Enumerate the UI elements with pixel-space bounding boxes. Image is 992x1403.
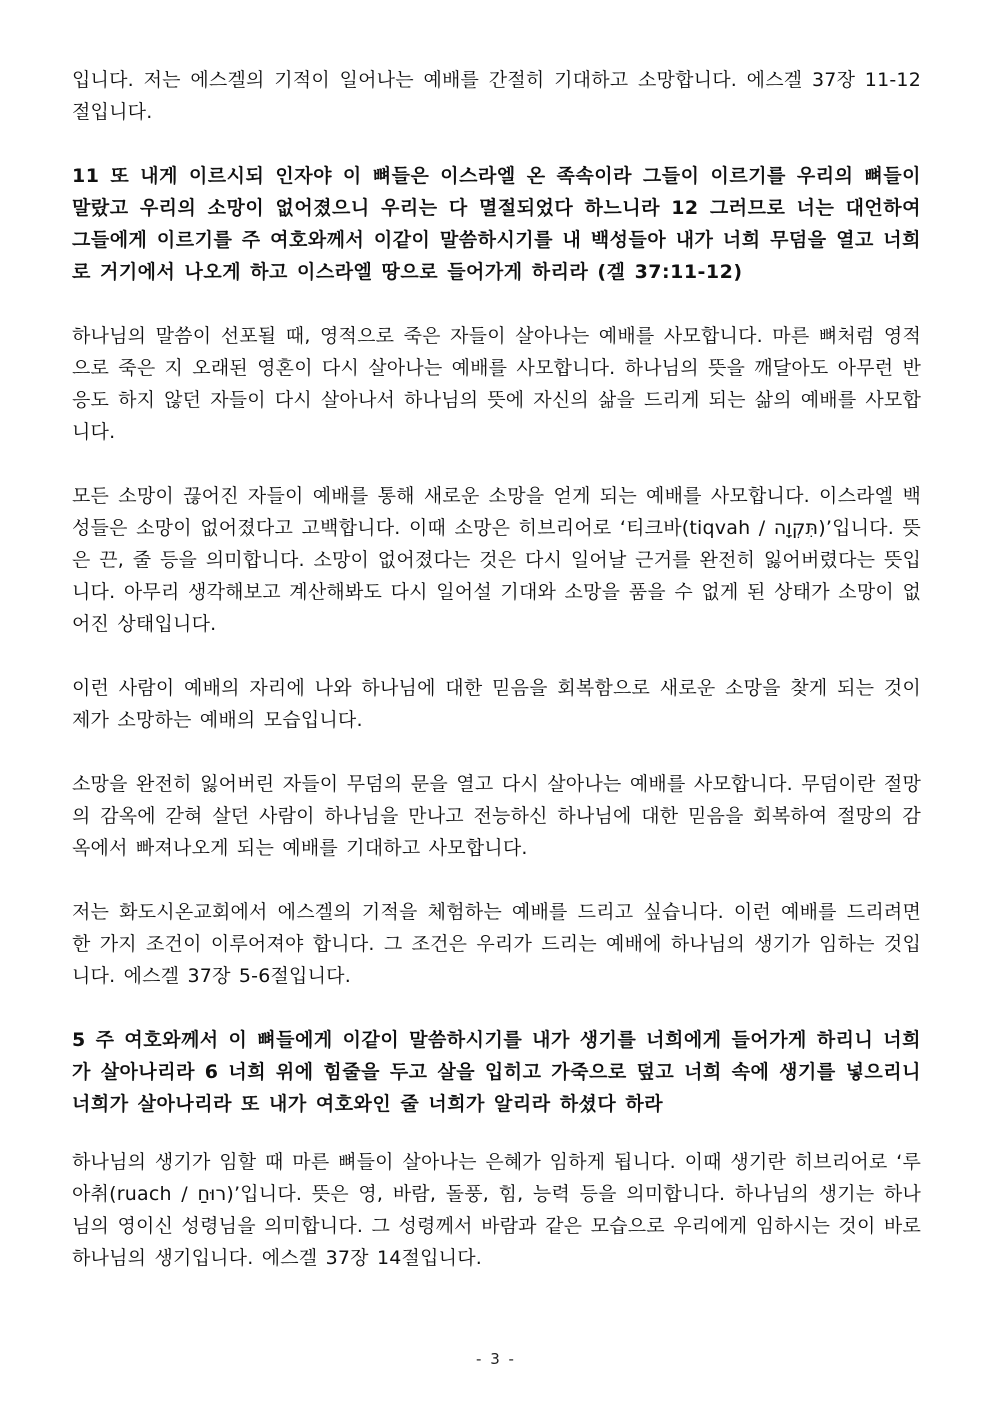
paragraph-church-worship: 저는 화도시온교회에서 에스겔의 기적을 체험하는 예배를 드리고 싶습니다. 이런 예배를 드리려면 한 가지 조건이 이루어져야 합니다. 그 조건은 우리가 드리는 예배에 하나님의 생기가 임하는 것입니다. 에스겔 37장 5-6절입니다.: [72, 901, 921, 987]
page-number: - 3 -: [476, 1350, 516, 1368]
paragraph-grave-opened: 소망을 완전히 잃어버린 자들이 무덤의 문을 열고 다시 살아나는 예배를 사모합니다. 무덤이란 절망의 감옥에 갇혀 살던 사람이 하나님을 만나고 전능하신 하나님에 대한 믿음을 회복하여 절망의 감옥에서 빠져나오게 되는 예배를 기대하고 사모합니다.: [72, 773, 921, 859]
scripture-ezekiel-37-11-12: 11 또 내게 이르시되 인자야 이 뼈들은 이스라엘 온 족속이라 그들이 이르기를 우리의 뼈들이 말랐고 우리의 소망이 없어졌으니 우리는 다 멸절되었다 하느니라 12 그러므로 너는 대언하여 그들에게 이르기를 주 여호와께서 이같이 말씀하시기를 내 백성들아 내가 너희 무덤을 열고 너희로 거기에서 나오게 하고 이스라엘 땅으로 들어가게 하리라 (겔 37:11-12): [72, 165, 921, 283]
scripture-ezekiel-37-5-6: 5 주 여호와께서 이 뼈들에게 이같이 말씀하시기를 내가 생기를 너희에게 들어가게 하리니 너희가 살아나리라 6 너희 위에 힘줄을 두고 살을 입히고 가죽으로 덮고 너희 속에 생기를 넣으리니 너희가 살아나리라 또 내가 여호와인 줄 너희가 알리라 하셨다 하라: [72, 1029, 921, 1115]
page-body: [72, 64, 921, 1306]
paragraph-intro: 입니다. 저는 에스겔의 기적이 일어나는 예배를 간절히 기대하고 소망합니다. 에스겔 37장 11-12절입니다.: [72, 69, 921, 123]
paragraph-ruach: 하나님의 생기가 임할 때 마른 뼈들이 살아나는 은혜가 임하게 됩니다. 이때 생기란 히브리어로 ‘루아취(ruach / רוּחַ)’입니다. 뜻은 영, 바람, 돌풍, 힘, 능력 등을 의미합니다. 하나님의 생기는 하나님의 영이신 성령님을 의미합니다. 그 성령께서 바람과 같은 모습으로 우리에게 임하시는 것이 바로 하나님의 생기입니다. 에스겔 37장 14절입니다.: [72, 1151, 921, 1269]
paragraph-restored-faith: 이런 사람이 예배의 자리에 나와 하나님에 대한 믿음을 회복함으로 새로운 소망을 찾게 되는 것이 제가 소망하는 예배의 모습입니다.: [72, 677, 921, 731]
paragraph-worship-revival: 하나님의 말씀이 선포될 때, 영적으로 죽은 자들이 살아나는 예배를 사모합니다. 마른 뼈처럼 영적으로 죽은 지 오래된 영혼이 다시 살아나는 예배를 사모합니다. 하나님의 뜻을 깨달아도 아무런 반응도 하지 않던 자들이 다시 살아나서 하나님의 뜻에 자신의 삶을 드리게 되는 삶의 예배를 사모합니다.: [72, 325, 921, 443]
paragraph-hope-tiqvah: 모든 소망이 끊어진 자들이 예배를 통해 새로운 소망을 얻게 되는 예배를 사모합니다. 이스라엘 백성들은 소망이 없어졌다고 고백합니다. 이때 소망은 히브리어로 ‘티크바(tiqvah / תִּקְוָה)’입니다. 뜻은 끈, 줄 등을 의미합니다. 소망이 없어졌다는 것은 다시 일어날 근거를 완전히 잃어버렸다는 뜻입니다. 아무리 생각해보고 계산해봐도 다시 일어설 기대와 소망을 품을 수 없게 된 상태가 소망이 없어진 상태입니다.: [72, 485, 921, 635]
